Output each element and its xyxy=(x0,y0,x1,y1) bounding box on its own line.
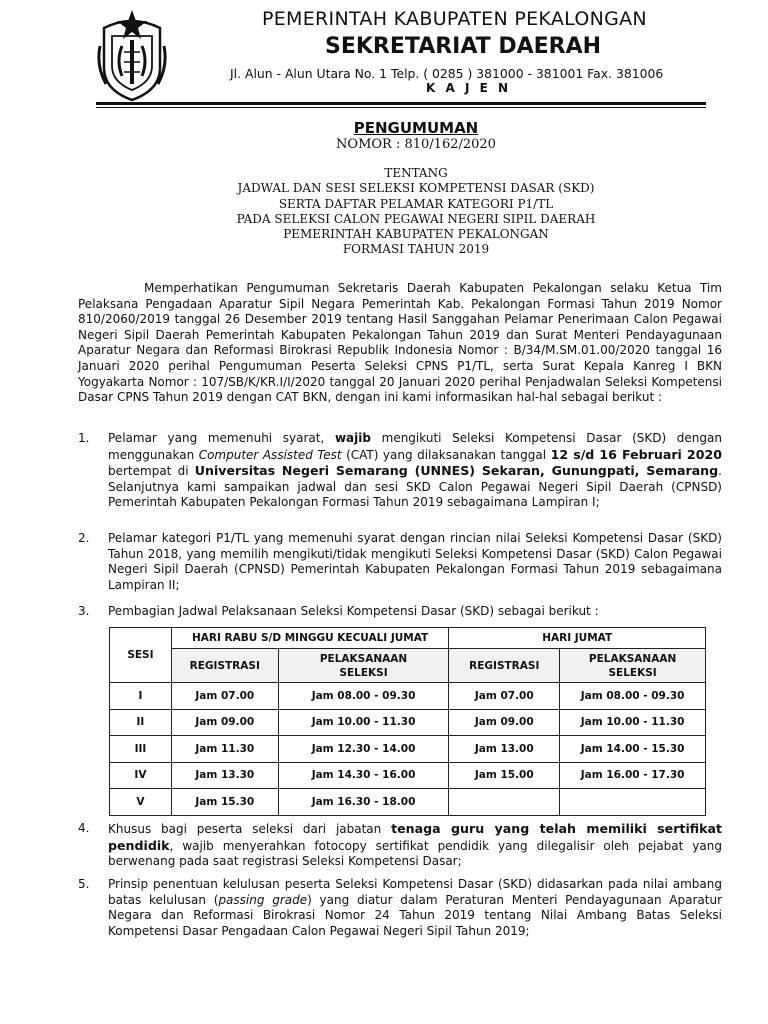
item-number: 1. xyxy=(78,431,90,445)
subject-line: SERTA DAFTAR PELAMAR KATEGORI P1/TL xyxy=(278,196,554,211)
subject-line: JADWAL DAN SESI SELEKSI KOMPETENSI DASAR (SKD) xyxy=(237,181,595,196)
exec-cell: Jam 08.00 - 09.30 xyxy=(560,683,706,710)
subject-line: PADA SELEKSI CALON PEGAWAI NEGERI SIPIL DAERAH xyxy=(236,211,596,226)
subject-line: PEMERINTAH KABUPATEN PEKALONGAN xyxy=(283,227,549,242)
reg-cell: Jam 09.00 xyxy=(449,709,560,736)
exec-cell: Jam 14.00 - 15.30 xyxy=(560,736,706,763)
announcement-subject xyxy=(96,166,736,258)
sesi-cell: V xyxy=(110,789,172,816)
letterhead-divider xyxy=(96,102,706,105)
exec-cell: Jam 10.00 - 11.30 xyxy=(560,709,706,736)
group-friday-header: HARI JUMAT xyxy=(449,628,706,649)
registration-header: REGISTRASI xyxy=(171,649,278,683)
table-header-row xyxy=(110,628,706,649)
reg-cell: Jam 07.00 xyxy=(171,683,278,710)
reg-cell: Jam 07.00 xyxy=(449,683,560,710)
reg-cell: Jam 11.30 xyxy=(171,736,278,763)
subject-line: FORMASI TAHUN 2019 xyxy=(342,242,490,257)
table-row xyxy=(110,709,706,736)
letterhead-office: SEKRETARIAT DAERAH xyxy=(325,34,602,59)
schedule-table xyxy=(109,627,706,816)
letterhead-government: PEMERINTAH KABUPATEN PEKALONGAN xyxy=(262,8,647,30)
exec-cell: Jam 16.30 - 18.00 xyxy=(278,789,449,816)
item-number: 4. xyxy=(78,821,90,835)
exec-cell: Jam 12.30 - 14.00 xyxy=(278,736,449,763)
exec-cell: Jam 16.00 - 17.30 xyxy=(560,762,706,789)
table-row xyxy=(110,683,706,710)
item-text: Pelamar yang memenuhi syarat, wajib mengikuti Seleksi Kompetensi Dasar (SKD) dengan menggunakan Computer Assisted Test (CAT) yang dilaksanakan tanggal 12 s/d 16 Februari 2020 bertempat di Universitas Negeri Semarang (UNNES) Sekaran, Gunungpati, Semarang. Selanjutnya kami sampaikan jadwal dan sesi SKD Calon Pegawai Negeri Sipil Daerah (CPNSD) Pemerintah Kabupaten Pekalongan Formasi Tahun 2019 sebagaimana Lampiran I; xyxy=(108,431,722,510)
sesi-cell: III xyxy=(110,736,172,763)
item-number: 5. xyxy=(78,877,90,891)
exec-cell: Jam 14.30 - 16.00 xyxy=(278,762,449,789)
exec-cell xyxy=(560,789,706,816)
intro-paragraph: Memperhatikan Pengumuman Sekretaris Daerah Kabupaten Pekalongan selaku Ketua Tim Pelaksana Pengadaan Aparatur Sipil Negara Pemerintah Kab. Pekalongan Formasi Tahun 2019 Nomor 810/2060/2019 tanggal 26 Desember 2019 tentang Hasil Sanggahan Pelamar Penerimaan Calon Pegawai Negeri Sipil Daerah Pemerintah Kabupaten Pekalongan Tahun 2019 dan Surat Menteri Pendayagunaan Aparatur Negara dan Reformasi Birokrasi Republik Indonesia Nomor : B/34/M.SM.01.00/2020 tanggal 16 Januari 2020 perihal Pengumuman Peserta Seleksi CPNS P1/TL, serta Surat Kepala Kanreg I BKN Yogyakarta Nomor : 107/SB/K/KR.I/I/2020 tanggal 20 Januari 2020 perihal Penjadwalan Seleksi Kompetensi Dasar CPNS Tahun 2019 dengan CAT BKN, dengan ini kami informasikan hal-hal sebagai berikut : xyxy=(78,281,722,405)
list-item xyxy=(78,821,722,870)
table-row xyxy=(110,789,706,816)
item-text: Khusus bagi peserta seleksi dari jabatan tenaga guru yang telah memiliki sertifikat pendidik, wajib menyerahkan fotocopy sertifikat pendidik yang dilegalisir oleh pejabat yang berwenang pada saat registrasi Seleksi Kompetensi Dasar; xyxy=(108,821,722,869)
list-item xyxy=(78,877,722,939)
subject-line: TENTANG xyxy=(384,166,448,180)
sesi-header: SESI xyxy=(110,628,172,683)
letterhead-city: K A J E N xyxy=(426,81,512,95)
item-text: Prinsip penentuan kelulusan peserta Seleksi Kompetensi Dasar (SKD) didasarkan pada nilai ambang batas kelulusan (passing grade) yang diatur dalam Peraturan Menteri Pendayagunaan Aparatur Negara dan Reformasi Birokrasi Nomor 24 Tahun 2019 tentang Nilai Ambang Batas Seleksi Kompetensi Dasar Pengadaan Calon Pegawai Negeri Sipil Tahun 2019; xyxy=(108,877,722,938)
list-item xyxy=(78,431,722,511)
list-item xyxy=(78,604,722,620)
item-number: 3. xyxy=(78,604,90,618)
execution-header: PELAKSANAAN SELEKSI xyxy=(560,649,706,683)
reg-cell: Jam 15.00 xyxy=(449,762,560,789)
letterhead-address: Jl. Alun - Alun Utara No. 1 Telp. ( 0285 ) 381000 - 381001 Fax. 381006 xyxy=(230,66,664,81)
table-row xyxy=(110,736,706,763)
reg-cell xyxy=(449,789,560,816)
regency-emblem-icon xyxy=(96,6,168,102)
reg-cell: Jam 13.30 xyxy=(171,762,278,789)
announcement-number: NOMOR : 810/162/2020 xyxy=(336,137,496,152)
sesi-cell: II xyxy=(110,709,172,736)
sesi-cell: I xyxy=(110,683,172,710)
reg-cell: Jam 09.00 xyxy=(171,709,278,736)
item-number: 2. xyxy=(78,531,90,545)
group-weekday-header: HARI RABU S/D MINGGU KECUALI JUMAT xyxy=(171,628,449,649)
item-text: Pelamar kategori P1/TL yang memenuhi syarat dengan rincian nilai Seleksi Kompetensi Dasar (SKD) Tahun 2018, yang memilih mengikuti/tidak mengikuti Seleksi Kompetensi Dasar (SKD) Calon Pegawai Negeri Sipil Daerah (CPNSD) Pemerintah Kabupaten Pekalongan Formasi Tahun 2019 sebagaimana Lampiran II; xyxy=(108,531,722,592)
exec-cell: Jam 10.00 - 11.30 xyxy=(278,709,449,736)
reg-cell: Jam 13.00 xyxy=(449,736,560,763)
list-item xyxy=(78,531,722,593)
announcement-title: PENGUMUMAN xyxy=(353,119,479,137)
reg-cell: Jam 15.30 xyxy=(171,789,278,816)
table-row xyxy=(110,762,706,789)
registration-header: REGISTRASI xyxy=(449,649,560,683)
item-text: Pembagian Jadwal Pelaksanaan Seleksi Kompetensi Dasar (SKD) sebagai berikut : xyxy=(108,604,599,618)
exec-cell: Jam 08.00 - 09.30 xyxy=(278,683,449,710)
sesi-cell: IV xyxy=(110,762,172,789)
execution-header: PELAKSANAAN SELEKSI xyxy=(278,649,449,683)
table-subheader-row xyxy=(110,649,706,683)
letterhead-divider-thin xyxy=(96,107,706,108)
